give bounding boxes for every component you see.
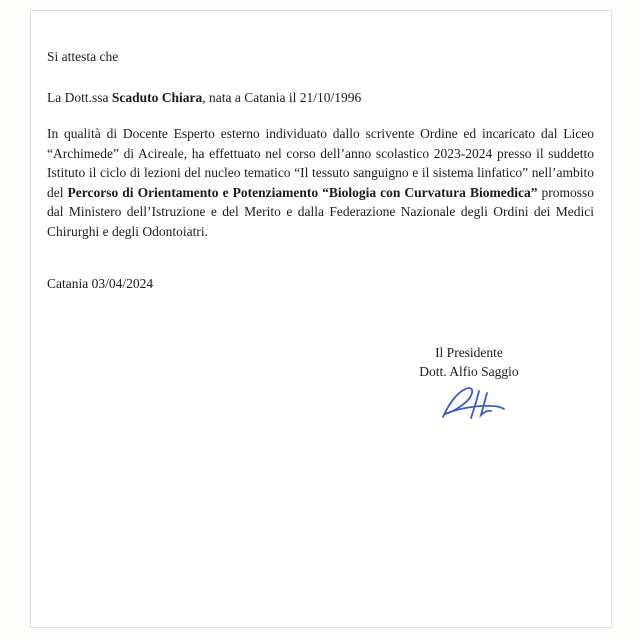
place-date-line: Catania 03/04/2024 — [47, 276, 154, 291]
person-name: Scaduto Chiara — [111, 90, 203, 105]
signature-icon — [421, 383, 517, 427]
signer-title: Il Presidente — [435, 345, 503, 360]
attestation-intro: Si attesta che — [47, 49, 119, 64]
person-prefix: La Dott.ssa — [47, 90, 112, 105]
person-line — [47, 88, 594, 107]
body-text-part2: promosso dal Ministero dell’Istruzione e del Merito e dalla Federazione Nazionale degli Ordini dei Medici Chirurghi e degli Odontoiatri. — [47, 184, 594, 239]
signer-name: Dott. Alfio Saggio — [419, 364, 519, 379]
person-suffix: , nata a Catania il 21/10/1996 — [202, 90, 362, 105]
signature-block — [369, 343, 569, 427]
body-text-bold-program: Percorso di Orientamento e Potenziamento “Biologia con Curvatura Biomedica” — [67, 184, 538, 200]
body-text-part1: In qualità di Docente Esperto esterno individuato dallo scrivente Ordine ed incaricato dal Liceo “Archimede” di Acireale, ha effettuato nel corso dell’anno scolastico 2023-2024 presso il suddetto Istituto il ciclo di lezioni del nucleo tematico “Il tessuto sanguigno e il sistema linfatico” nell’ambito del — [47, 126, 594, 200]
body-paragraph — [47, 124, 594, 241]
document-page — [30, 10, 612, 628]
